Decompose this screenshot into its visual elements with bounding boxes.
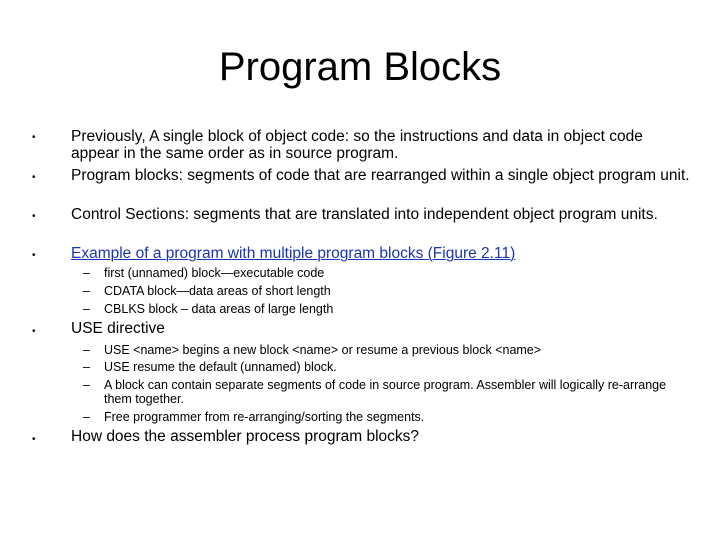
subitem-use-name: USE <name> begins a new block <name> or resume a previous block <name> [104,343,542,357]
subitem-cblks-block: CBLKS block – data areas of large length [104,302,334,316]
bullet-marker: • [32,250,36,261]
dash-marker: – [83,284,90,298]
subitem-cdata-block: CDATA block—data areas of short length [104,284,331,298]
bullet-marker: • [32,132,36,143]
subitem-free-programmer: Free programmer from re-arranging/sorting the segments. [104,410,425,424]
bullet-text-program-blocks: Program blocks: segments of code that are rearranged within a single object program unit. [71,167,690,184]
bullet-marker: • [32,434,36,445]
subitem-first-block: first (unnamed) block—executable code [104,266,325,280]
bullet-marker: • [32,211,36,222]
dash-marker: – [83,302,90,316]
bullet-marker: • [32,326,36,337]
bullet-marker: • [32,172,36,183]
slide-title: Program Blocks [218,45,502,89]
bullet-text-use-directive: USE directive [71,320,165,337]
dash-marker: – [83,410,90,424]
dash-marker: – [83,360,90,374]
example-figure-link[interactable]: Example of a program with multiple program blocks (Figure 2.11) [71,245,516,262]
dash-marker: – [83,343,90,357]
bullet-text-assembler-question: How does the assembler process program blocks? [71,428,420,445]
subitem-separate-segments: A block can contain separate segments of code in source program. Assembler will logically re-arrange them together. [104,378,667,406]
bullet-text-previously: Previously, A single block of object code: so the instructions and data in object code appear in the same order as in source program. [71,128,643,162]
subitem-use-default: USE resume the default (unnamed) block. [104,360,337,374]
dash-marker: – [83,378,90,392]
dash-marker: – [83,266,90,280]
bullet-text-control-sections: Control Sections: segments that are translated into independent object program units. [71,206,658,223]
